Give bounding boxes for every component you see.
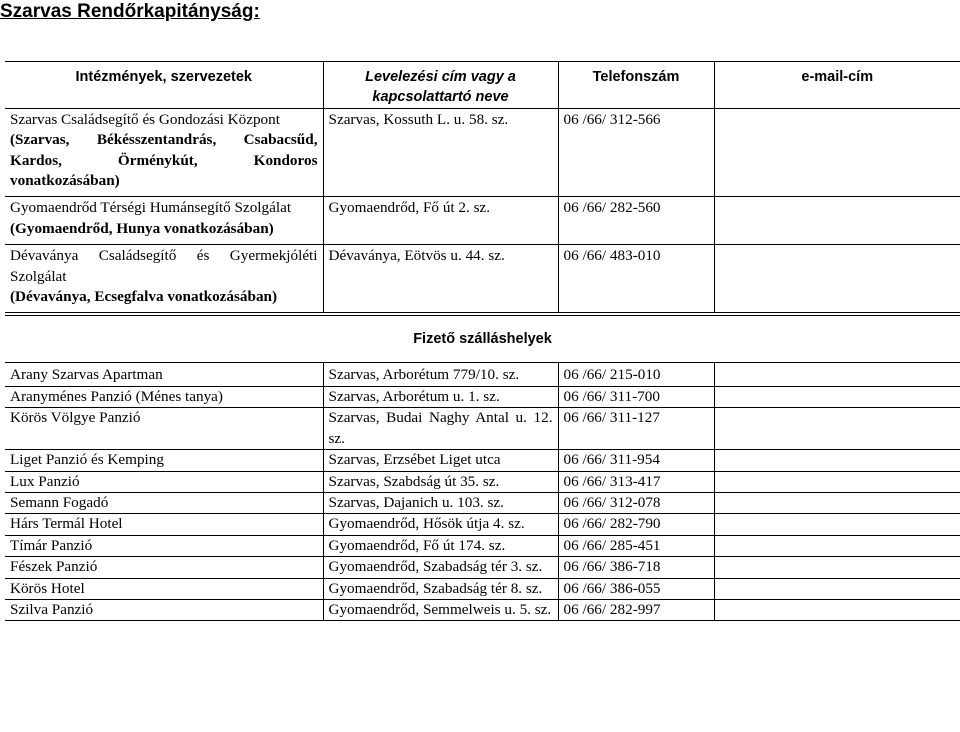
accommodation-name: Liget Panzió és Kemping — [5, 450, 323, 471]
accommodation-row — [5, 535, 960, 556]
accommodation-email — [714, 386, 960, 407]
accommodation-email — [714, 492, 960, 513]
institution-address: Dévaványa, Eötvös u. 44. sz. — [323, 245, 558, 313]
accommodation-name: Tímár Panzió — [5, 535, 323, 556]
accommodation-email — [714, 363, 960, 386]
header-institutions: Intézmények, szervezetek — [5, 62, 323, 109]
accommodation-row — [5, 557, 960, 578]
header-email: e-mail-cím — [714, 62, 960, 109]
institution-row — [5, 245, 960, 313]
institution-email — [714, 245, 960, 313]
accommodation-email — [714, 599, 960, 620]
accommodation-name: Szilva Panzió — [5, 599, 323, 620]
accommodation-email — [714, 450, 960, 471]
institution-name: Szarvas Családsegítő és Gondozási Központ — [10, 110, 280, 128]
institution-email — [714, 197, 960, 245]
institution-note: (Szarvas, Békésszentandrás, Csabacsűd, Kardos, Örménykút, Kondoros vonatkozásában) — [10, 131, 318, 190]
accommodation-row — [5, 471, 960, 492]
accommodation-name: Fészek Panzió — [5, 557, 323, 578]
accommodation-name: Hárs Termál Hotel — [5, 514, 323, 535]
accommodation-row — [5, 599, 960, 620]
accommodation-address: Gyomaendrőd, Semmelweis u. 5. sz. — [323, 599, 558, 620]
institution-email — [714, 108, 960, 197]
accommodation-row — [5, 578, 960, 599]
institution-address: Gyomaendrőd, Fő út 2. sz. — [323, 197, 558, 245]
accommodation-phone: 06 /66/ 386-055 — [558, 578, 714, 599]
header-phone: Telefonszám — [558, 62, 714, 109]
accommodation-email — [714, 514, 960, 535]
accommodation-phone: 06 /66/ 386-718 — [558, 557, 714, 578]
accommodation-email — [714, 408, 960, 450]
accommodation-email — [714, 471, 960, 492]
section-title: Fizető szálláshelyek — [5, 316, 960, 363]
accommodation-phone: 06 /66/ 215-010 — [558, 363, 714, 386]
accommodation-phone: 06 /66/ 282-790 — [558, 514, 714, 535]
accommodation-email — [714, 578, 960, 599]
accommodation-phone: 06 /66/ 312-078 — [558, 492, 714, 513]
accommodation-email — [714, 557, 960, 578]
accommodation-address: Gyomaendrőd, Szabadság tér 8. sz. — [323, 578, 558, 599]
accommodation-name: Arany Szarvas Apartman — [5, 363, 323, 386]
accommodation-address: Szarvas, Arborétum u. 1. sz. — [323, 386, 558, 407]
accommodation-address: Gyomaendrőd, Szabadság tér 3. sz. — [323, 557, 558, 578]
institution-phone: 06 /66/ 312-566 — [558, 108, 714, 197]
accommodation-address: Szarvas, Erzsébet Liget utca — [323, 450, 558, 471]
accommodation-name: Semann Fogadó — [5, 492, 323, 513]
accommodation-phone: 06 /66/ 282-997 — [558, 599, 714, 620]
accommodation-address: Szarvas, Budai Naghy Antal u. 12. sz. — [323, 408, 558, 450]
accommodation-name: Lux Panzió — [5, 471, 323, 492]
institution-address: Szarvas, Kossuth L. u. 58. sz. — [323, 108, 558, 197]
institution-cell — [5, 245, 323, 313]
accommodation-name: Aranyménes Panzió (Ménes tanya) — [5, 386, 323, 407]
header-row — [5, 62, 960, 109]
accommodation-address: Gyomaendrőd, Hősök útja 4. sz. — [323, 514, 558, 535]
accommodation-address: Szarvas, Dajanich u. 103. sz. — [323, 492, 558, 513]
accommodation-phone: 06 /66/ 311-127 — [558, 408, 714, 450]
institution-note: (Dévaványa, Ecsegfalva vonatkozásában) — [10, 288, 278, 306]
institution-phone: 06 /66/ 483-010 — [558, 245, 714, 313]
accommodation-row — [5, 514, 960, 535]
accommodation-name: Körös Völgye Panzió — [5, 408, 323, 450]
institution-name: Gyomaendrőd Térségi Humánsegítő Szolgálat — [10, 199, 292, 217]
accommodation-row — [5, 450, 960, 471]
accommodation-name: Körös Hotel — [5, 578, 323, 599]
accommodation-phone: 06 /66/ 311-954 — [558, 450, 714, 471]
institution-note: (Gyomaendrőd, Hunya vonatkozásában) — [10, 219, 274, 237]
institution-row — [5, 108, 960, 197]
accommodation-email — [714, 535, 960, 556]
contacts-table — [5, 61, 960, 621]
accommodation-row — [5, 492, 960, 513]
section-header-row — [5, 316, 960, 363]
accommodation-row — [5, 408, 960, 450]
accommodation-row — [5, 386, 960, 407]
institution-phone: 06 /66/ 282-560 — [558, 197, 714, 245]
accommodation-address: Szarvas, Arborétum 779/10. sz. — [323, 363, 558, 386]
accommodation-phone: 06 /66/ 285-451 — [558, 535, 714, 556]
accommodation-row — [5, 363, 960, 386]
institution-row — [5, 197, 960, 245]
accommodation-phone: 06 /66/ 311-700 — [558, 386, 714, 407]
accommodation-address: Gyomaendrőd, Fő út 174. sz. — [323, 535, 558, 556]
page-title: Szarvas Rendőrkapitányság: — [0, 1, 260, 22]
accommodation-address: Szarvas, Szabdság út 35. sz. — [323, 471, 558, 492]
institution-cell — [5, 108, 323, 197]
accommodation-phone: 06 /66/ 313-417 — [558, 471, 714, 492]
institution-name: Dévaványa Családsegítő és Gyermekjóléti Szolgálat — [10, 247, 318, 285]
institution-cell — [5, 197, 323, 245]
header-address: Levelezési cím vagy a kapcsolattartó neve — [323, 62, 558, 109]
